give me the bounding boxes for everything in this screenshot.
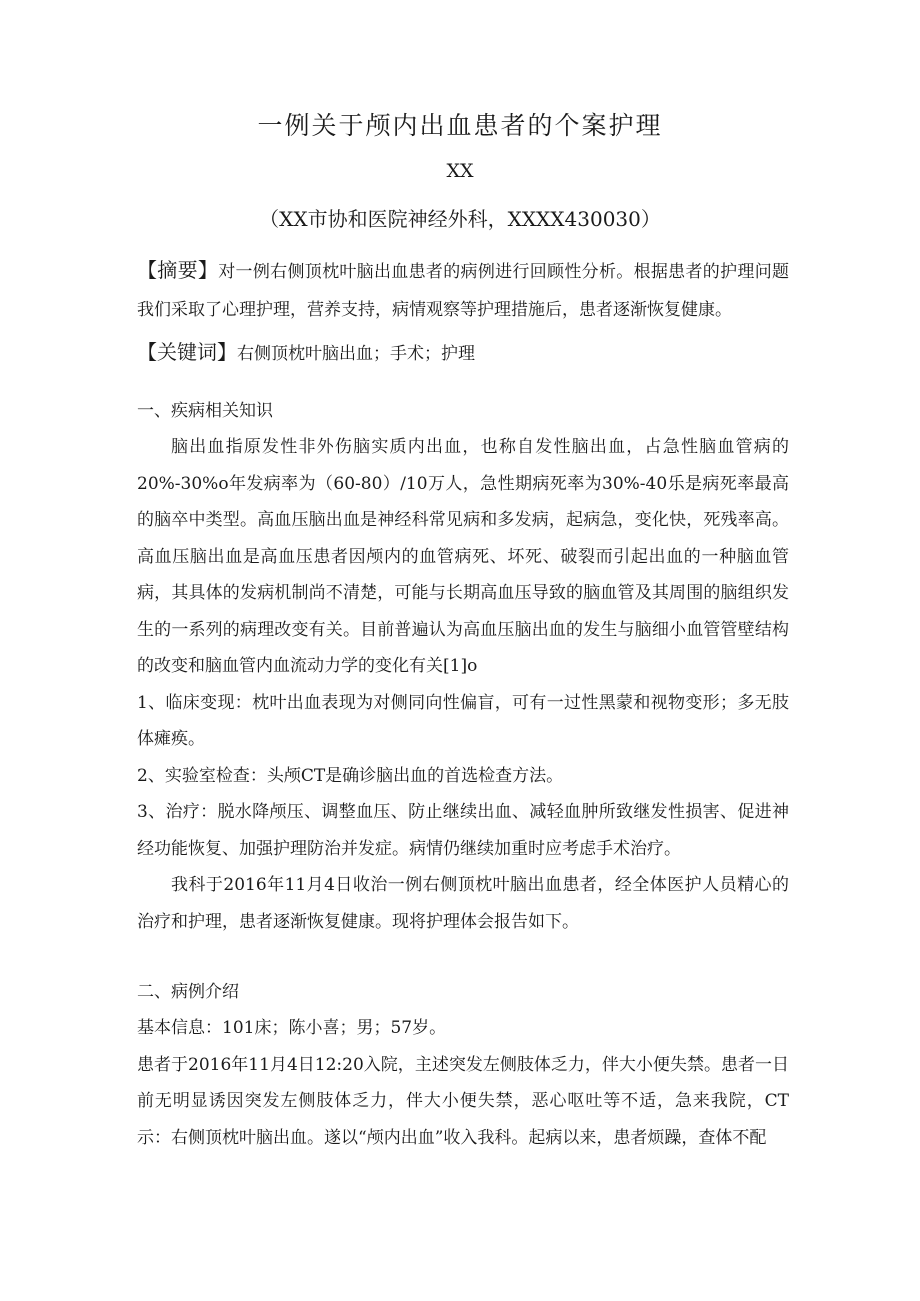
section-heading-2: 二、病例介绍 — [137, 982, 239, 1002]
section-heading-1: 一、疾病相关知识 — [137, 401, 273, 421]
section2-basic-info: 基本信息：101床；陈小喜；男；57岁。 — [137, 1018, 447, 1038]
section1-item-3: 3、治疗：脱水降颅压、调整血压、防止继续出血、减轻血肿所致继发性损害、促进神经功能恢复、加强护理防治并发症。病情仍继续加重时应考虑手术治疗。 — [137, 802, 789, 859]
affiliation: （XX市协和医院神经外科，XXXX430030） — [259, 207, 661, 231]
keywords — [137, 333, 789, 373]
section1-item-1: 1、临床变现：枕叶出血表现为对侧同向性偏盲，可有一过性黑蒙和视物变形；多无肢体瘫痪。 — [137, 692, 789, 749]
abstract-label: 【摘要】 — [137, 258, 219, 282]
section1-closing-paragraph: 我科于2016年11月4日收治一例右侧顶枕叶脑出血患者，经全体医护人员精心的治疗和护理，患者逐渐恢复健康。现将护理体会报告如下。 — [137, 875, 789, 932]
section1-item-2: 2、实验室检查：头颅CT是确诊脑出血的首选检查方法。 — [137, 765, 564, 786]
abstract-text: 对一例右侧顶枕叶脑出血患者的病例进行回顾性分析。根据患者的护理问题我们采取了心理护理，营养支持，病情观察等护理措施后，患者逐渐恢复健康。 — [137, 262, 790, 320]
keywords-text: 右侧顶枕叶脑出血；手术；护理 — [237, 344, 475, 364]
keywords-label: 【关键词】 — [137, 340, 237, 364]
section1-intro-paragraph: 脑出血指原发性非外伤脑实质内出血，也称自发性脑出血，占急性脑血管病的20%-30%o年发病率为（60-80）/10万人，急性期病死率为30%-40乐是病死率最高的脑卒中类型。高血压脑出血是神经科常见病和多发病，起病急，变化快，死残率高。高血压脑出血是高血压患者因颅内的血管病死、坏死、破裂而引起出血的一种脑血管病，其具体的发病机制尚不清楚，可能与长期高血压导致的脑血管及其周围的脑组织发生的一系列的病理改变有关。目前普遍认为高血压脑出血的发生与脑细小血管管壁结构的改变和脑血管内血流动力学的变化有关[1]o — [137, 437, 789, 676]
section2-history-paragraph: 患者于2016年11月4日12:20入院，主述突发左侧肢体乏力，伴大小便失禁。患者一日前无明显诱因突发左侧肢体乏力，伴大小便失禁，恶心呕吐等不适，急来我院，CT示：右侧顶枕叶脑出血。遂以“颅内出血”收入我科。起病以来，患者烦躁，查体不配 — [137, 1054, 789, 1148]
abstract — [137, 251, 789, 329]
document-title: 一例关于颅内出血患者的个案护理 — [257, 111, 663, 140]
author: XX — [446, 160, 474, 182]
document-body — [137, 251, 789, 1156]
